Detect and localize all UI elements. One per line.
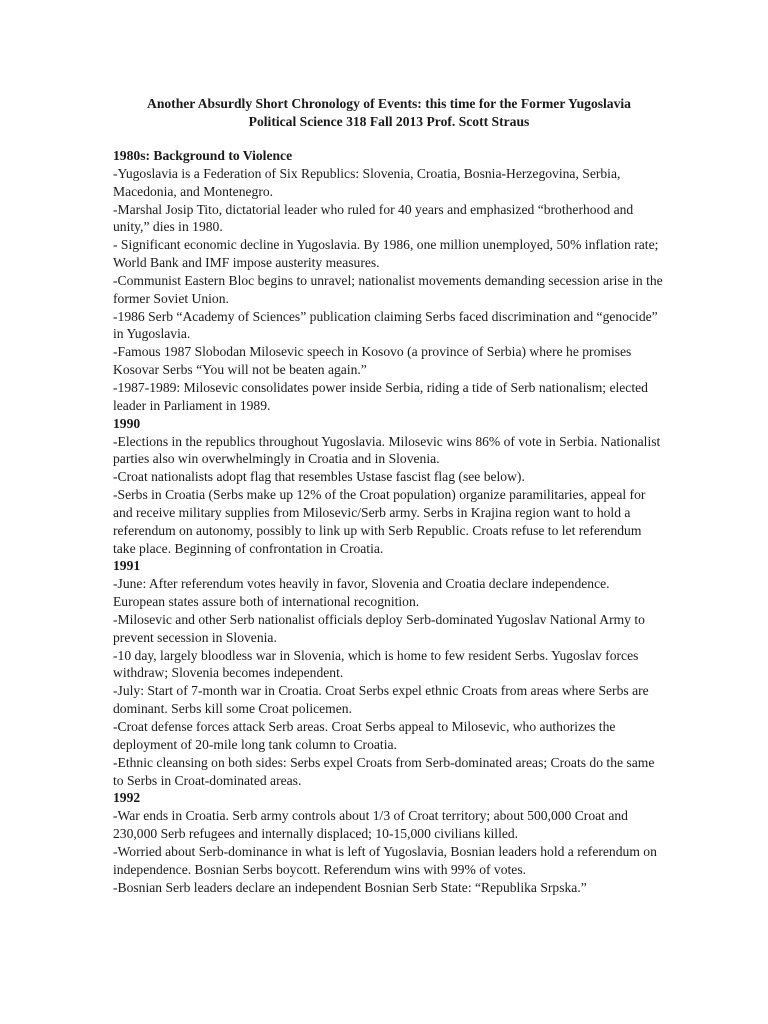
chronology-item: -Serbs in Croatia (Serbs make up 12% of the Croat population) organize paramilitaries, appeal for and receive military supplies from Milosevic/Serb army. Serbs in Krajina region want to hold a referendum on autonomy, possibly to link up with Serb Republic. Croats refuse to let referendum take place. Beginning of confrontation in Croatia.	[113, 487, 646, 556]
chronology-item: -July: Start of 7-month war in Croatia. Croat Serbs expel ethnic Croats from areas where Serbs are dominant. Serbs kill some Croat policemen.	[113, 683, 649, 717]
chronology-item: -Croat nationalists adopt flag that resembles Ustase fascist flag (see below).	[113, 469, 525, 485]
chronology-item: -10 day, largely bloodless war in Slovenia, which is home to few resident Serbs. Yugoslav forces withdraw; Slovenia becomes independent.	[113, 647, 639, 681]
chronology-item: -Ethnic cleansing on both sides: Serbs expel Croats from Serb-dominated areas; Croats do the same to Serbs in Croat-dominated areas.	[113, 754, 655, 788]
chronology-item: -Bosnian Serb leaders declare an independent Bosnian Serb State: “Republika Srpska.”	[113, 879, 587, 895]
document-title	[113, 95, 665, 130]
section-1992	[113, 789, 665, 896]
chronology-item: -Worried about Serb-dominance in what is left of Yugoslavia, Bosnian leaders hold a referendum on independence. Bosnian Serbs boycott. Referendum wins with 99% of votes.	[113, 843, 657, 877]
chronology-item: -1987-1989: Milosevic consolidates power inside Serbia, riding a tide of Serb nationalism; elected leader in Parliament in 1989.	[113, 379, 648, 413]
section-1980s	[113, 147, 665, 415]
section-heading: 1990	[113, 415, 141, 431]
chronology-item: -Famous 1987 Slobodan Milosevic speech in Kosovo (a province of Serbia) where he promises Kosovar Serbs “You will not be beaten again.”	[113, 344, 632, 378]
section-heading: 1991	[113, 558, 141, 574]
title-line-2: Political Science 318 Fall 2013 Prof. Scott Straus	[248, 113, 530, 129]
section-1990	[113, 415, 665, 558]
section-heading: 1992	[113, 790, 141, 806]
document-page	[113, 95, 665, 896]
chronology-item: -Milosevic and other Serb nationalist officials deploy Serb-dominated Yugoslav National Army to prevent secession in Slovenia.	[113, 611, 645, 645]
chronology-item: -War ends in Croatia. Serb army controls about 1/3 of Croat territory; about 500,000 Croat and 230,000 Serb refugees and internally displaced; 10-15,000 civilians killed.	[113, 808, 628, 842]
chronology-item: -Elections in the republics throughout Yugoslavia. Milosevic wins 86% of vote in Serbia. Nationalist parties also win overwhelmingly in Croatia and in Slovenia.	[113, 433, 661, 467]
chronology-item: -Yugoslavia is a Federation of Six Republics: Slovenia, Croatia, Bosnia-Herzegovina, Serbia, Macedonia, and Montenegro.	[113, 165, 621, 199]
chronology-item: -1986 Serb “Academy of Sciences” publication claiming Serbs faced discrimination and “genocide” in Yugoslavia.	[113, 308, 658, 342]
section-1991	[113, 557, 665, 789]
title-line-1: Another Absurdly Short Chronology of Events: this time for the Former Yugoslavia	[147, 96, 631, 111]
chronology-item: -Marshal Josip Tito, dictatorial leader who ruled for 40 years and emphasized “brotherhood and unity,” dies in 1980.	[113, 201, 634, 235]
section-heading: 1980s: Background to Violence	[113, 148, 293, 163]
chronology-item: - Significant economic decline in Yugoslavia. By 1986, one million unemployed, 50% inflation rate; World Bank and IMF impose austerity measures.	[113, 237, 659, 271]
chronology-item: -Croat defense forces attack Serb areas. Croat Serbs appeal to Milosevic, who authorizes the deployment of 20-mile long tank column to Croatia.	[113, 719, 616, 752]
chronology-item: -Communist Eastern Bloc begins to unravel; nationalist movements demanding secession arise in the former Soviet Union.	[113, 272, 663, 306]
chronology-item: -June: After referendum votes heavily in favor, Slovenia and Croatia declare independence. European states assure both of international recognition.	[113, 576, 610, 610]
